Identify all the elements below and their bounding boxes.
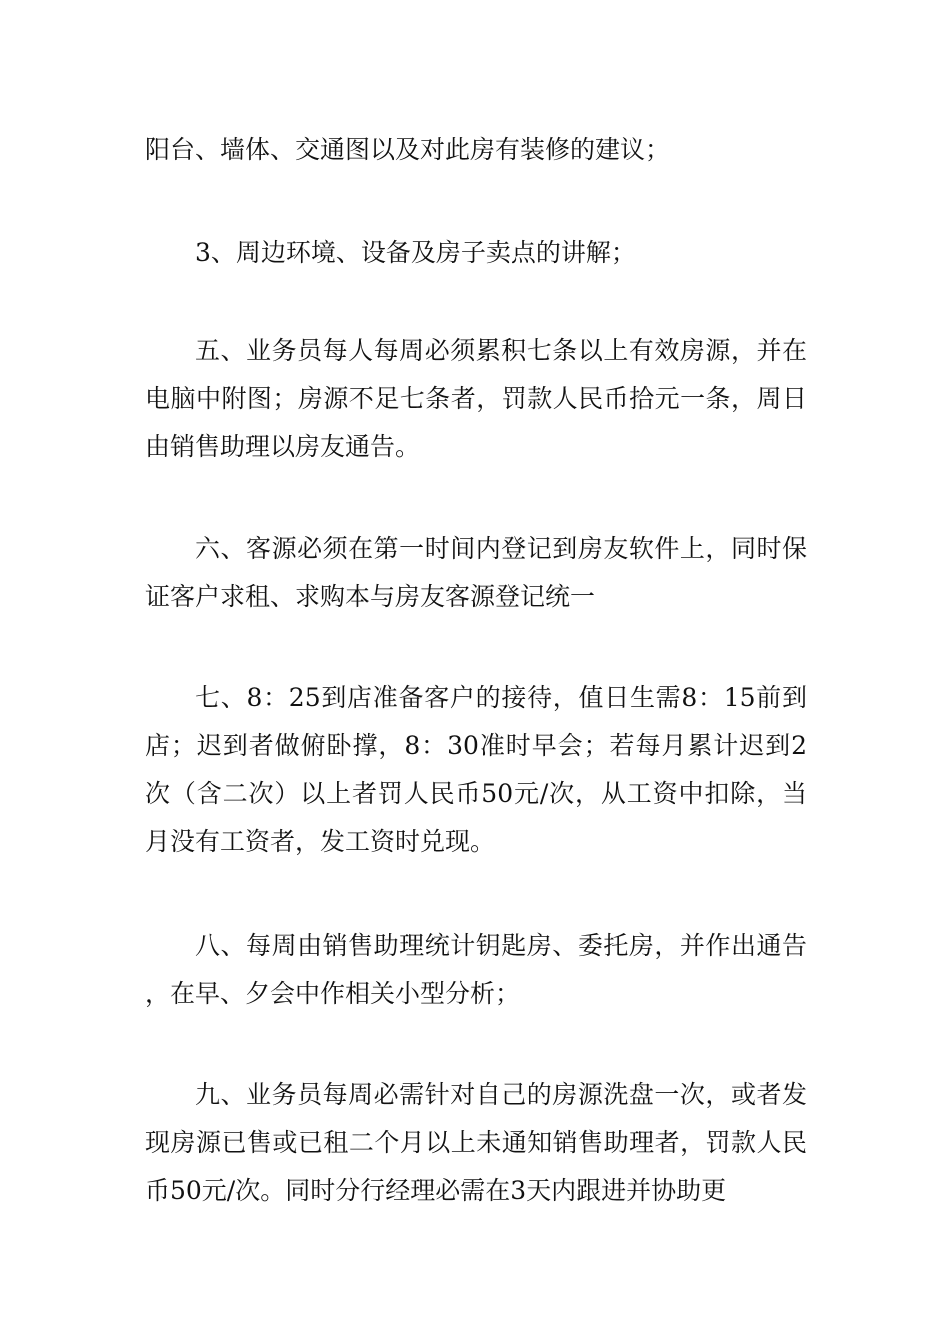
paragraph-rule-6: 六、客源必须在第一时间内登记到房友软件上，同时保证客户求租、求购本与房友客源登记统一 (145, 534, 807, 611)
paragraph-rule-5: 五、业务员每人每周必须累积七条以上有效房源，并在电脑中附图；房源不足七条者，罚款人民币拾元一条，周日由销售助理以房友通告。 (145, 336, 807, 461)
paragraph-item-3: 3、周边环境、设备及房子卖点的讲解； (195, 238, 636, 267)
paragraph-rule-7: 七、8：25到店准备客户的接待，值日生需8：15前到店；迟到者做俯卧撑，8：30准时早会；若每月累计迟到2次（含二次）以上者罚人民币50元/次，从工资中扣除，当月没有工资者，发工资时兑现。 (145, 683, 807, 856)
paragraph-continuation: 阳台、墙体、交通图以及对此房有装修的建议； (145, 135, 671, 164)
paragraph-rule-9: 九、业务员每周必需针对自己的房源洗盘一次，或者发现房源已售或已租二个月以上未通知销售助理者，罚款人民币50元/次。同时分行经理必需在3天内跟进并协助更 (145, 1080, 807, 1205)
paragraph-rule-8: 八、每周由销售助理统计钥匙房、委托房，并作出通告，在早、夕会中作相关小型分析； (145, 931, 807, 1008)
